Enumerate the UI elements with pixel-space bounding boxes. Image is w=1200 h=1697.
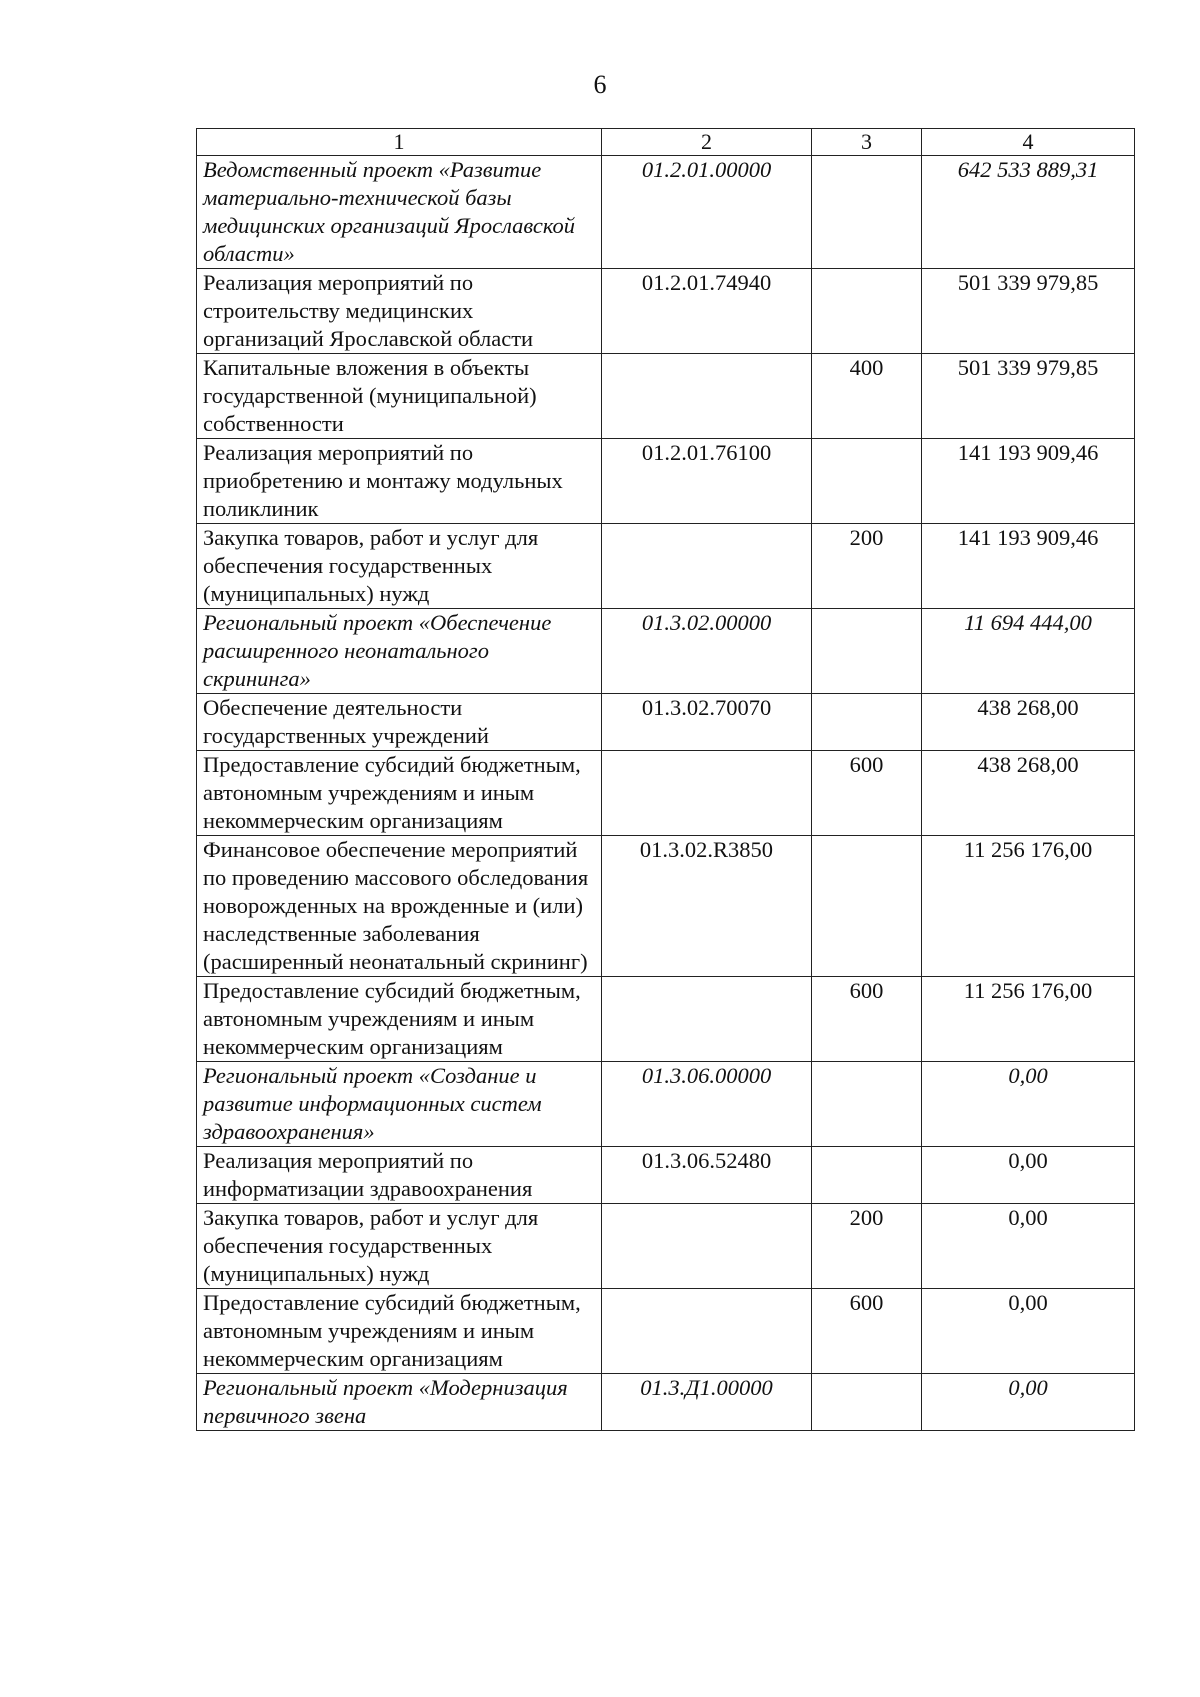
row-expense-type-cell: 200 — [812, 524, 922, 609]
table-row — [197, 694, 1135, 751]
table-header-row — [197, 129, 1135, 156]
row-code-cell: 01.2.01.00000 — [602, 156, 812, 269]
row-expense-type-cell — [812, 694, 922, 751]
row-name-cell: Реализация мероприятий по информатизации здравоохранения — [197, 1147, 602, 1204]
table-row — [197, 977, 1135, 1062]
row-code-cell — [602, 524, 812, 609]
table-row — [197, 269, 1135, 354]
row-name-cell: Предоставление субсидий бюджетным, автономным учреждениям и иным некоммерческим организациям — [197, 1289, 602, 1374]
row-code-cell — [602, 977, 812, 1062]
row-name-cell: Предоставление субсидий бюджетным, автономным учреждениям и иным некоммерческим организациям — [197, 977, 602, 1062]
row-amount-cell: 642 533 889,31 — [922, 156, 1135, 269]
row-amount-cell: 141 193 909,46 — [922, 439, 1135, 524]
row-expense-type-cell — [812, 1147, 922, 1204]
row-name-cell: Реализация мероприятий по приобретению и монтажу модульных поликлиник — [197, 439, 602, 524]
table-row — [197, 524, 1135, 609]
row-code-cell: 01.2.01.74940 — [602, 269, 812, 354]
row-code-cell: 01.3.02.00000 — [602, 609, 812, 694]
row-expense-type-cell: 200 — [812, 1204, 922, 1289]
table-row — [197, 609, 1135, 694]
column-header-1: 1 — [197, 129, 602, 156]
row-code-cell — [602, 751, 812, 836]
row-amount-cell: 11 256 176,00 — [922, 977, 1135, 1062]
row-expense-type-cell — [812, 836, 922, 977]
table-row — [197, 354, 1135, 439]
row-expense-type-cell: 600 — [812, 1289, 922, 1374]
row-name-cell: Ведомственный проект «Развитие материально-технической базы медицинских организаций Ярославской области» — [197, 156, 602, 269]
row-amount-cell: 501 339 979,85 — [922, 354, 1135, 439]
row-code-cell: 01.3.Д1.00000 — [602, 1374, 812, 1431]
row-amount-cell: 0,00 — [922, 1147, 1135, 1204]
page-number: 6 — [593, 70, 607, 99]
row-name-cell: Предоставление субсидий бюджетным, автономным учреждениям и иным некоммерческим организациям — [197, 751, 602, 836]
table-row — [197, 1062, 1135, 1147]
row-amount-cell: 141 193 909,46 — [922, 524, 1135, 609]
column-header-3: 3 — [812, 129, 922, 156]
row-expense-type-cell — [812, 1374, 922, 1431]
table-row — [197, 156, 1135, 269]
row-name-cell: Закупка товаров, работ и услуг для обеспечения государственных (муниципальных) нужд — [197, 1204, 602, 1289]
row-amount-cell: 438 268,00 — [922, 694, 1135, 751]
row-name-cell: Капитальные вложения в объекты государственной (муниципальной) собственности — [197, 354, 602, 439]
table-row — [197, 1374, 1135, 1431]
table-row — [197, 1204, 1135, 1289]
table-row — [197, 836, 1135, 977]
row-amount-cell: 0,00 — [922, 1062, 1135, 1147]
row-expense-type-cell — [812, 1062, 922, 1147]
row-name-cell: Региональный проект «Модернизация первичного звена — [197, 1374, 602, 1431]
table-row — [197, 1147, 1135, 1204]
table-row — [197, 1289, 1135, 1374]
row-name-cell: Закупка товаров, работ и услуг для обеспечения государственных (муниципальных) нужд — [197, 524, 602, 609]
row-code-cell: 01.3.02.70070 — [602, 694, 812, 751]
row-amount-cell: 11 694 444,00 — [922, 609, 1135, 694]
row-expense-type-cell — [812, 269, 922, 354]
row-name-cell: Реализация мероприятий по строительству медицинских организаций Ярославской области — [197, 269, 602, 354]
row-amount-cell: 0,00 — [922, 1204, 1135, 1289]
row-expense-type-cell — [812, 439, 922, 524]
table-row — [197, 751, 1135, 836]
row-amount-cell: 0,00 — [922, 1289, 1135, 1374]
budget-table — [196, 128, 1135, 1431]
row-expense-type-cell: 400 — [812, 354, 922, 439]
column-header-2: 2 — [602, 129, 812, 156]
row-code-cell: 01.3.06.52480 — [602, 1147, 812, 1204]
row-amount-cell: 11 256 176,00 — [922, 836, 1135, 977]
row-expense-type-cell — [812, 156, 922, 269]
row-amount-cell: 438 268,00 — [922, 751, 1135, 836]
table-row — [197, 439, 1135, 524]
row-code-cell — [602, 1204, 812, 1289]
row-expense-type-cell: 600 — [812, 977, 922, 1062]
column-header-4: 4 — [922, 129, 1135, 156]
row-code-cell: 01.2.01.76100 — [602, 439, 812, 524]
row-expense-type-cell — [812, 609, 922, 694]
row-code-cell — [602, 1289, 812, 1374]
row-code-cell — [602, 354, 812, 439]
table-body — [197, 156, 1135, 1431]
row-code-cell: 01.3.02.R3850 — [602, 836, 812, 977]
row-name-cell: Региональный проект «Обеспечение расширенного неонатального скрининга» — [197, 609, 602, 694]
row-amount-cell: 501 339 979,85 — [922, 269, 1135, 354]
row-name-cell: Обеспечение деятельности государственных учреждений — [197, 694, 602, 751]
row-name-cell: Региональный проект «Создание и развитие информационных систем здравоохранения» — [197, 1062, 602, 1147]
row-code-cell: 01.3.06.00000 — [602, 1062, 812, 1147]
row-name-cell: Финансовое обеспечение мероприятий по проведению массового обследования новорожденных на врожденные и (или) наследственные заболевания (расширенный неонатальный скрининг) — [197, 836, 602, 977]
row-expense-type-cell: 600 — [812, 751, 922, 836]
row-amount-cell: 0,00 — [922, 1374, 1135, 1431]
